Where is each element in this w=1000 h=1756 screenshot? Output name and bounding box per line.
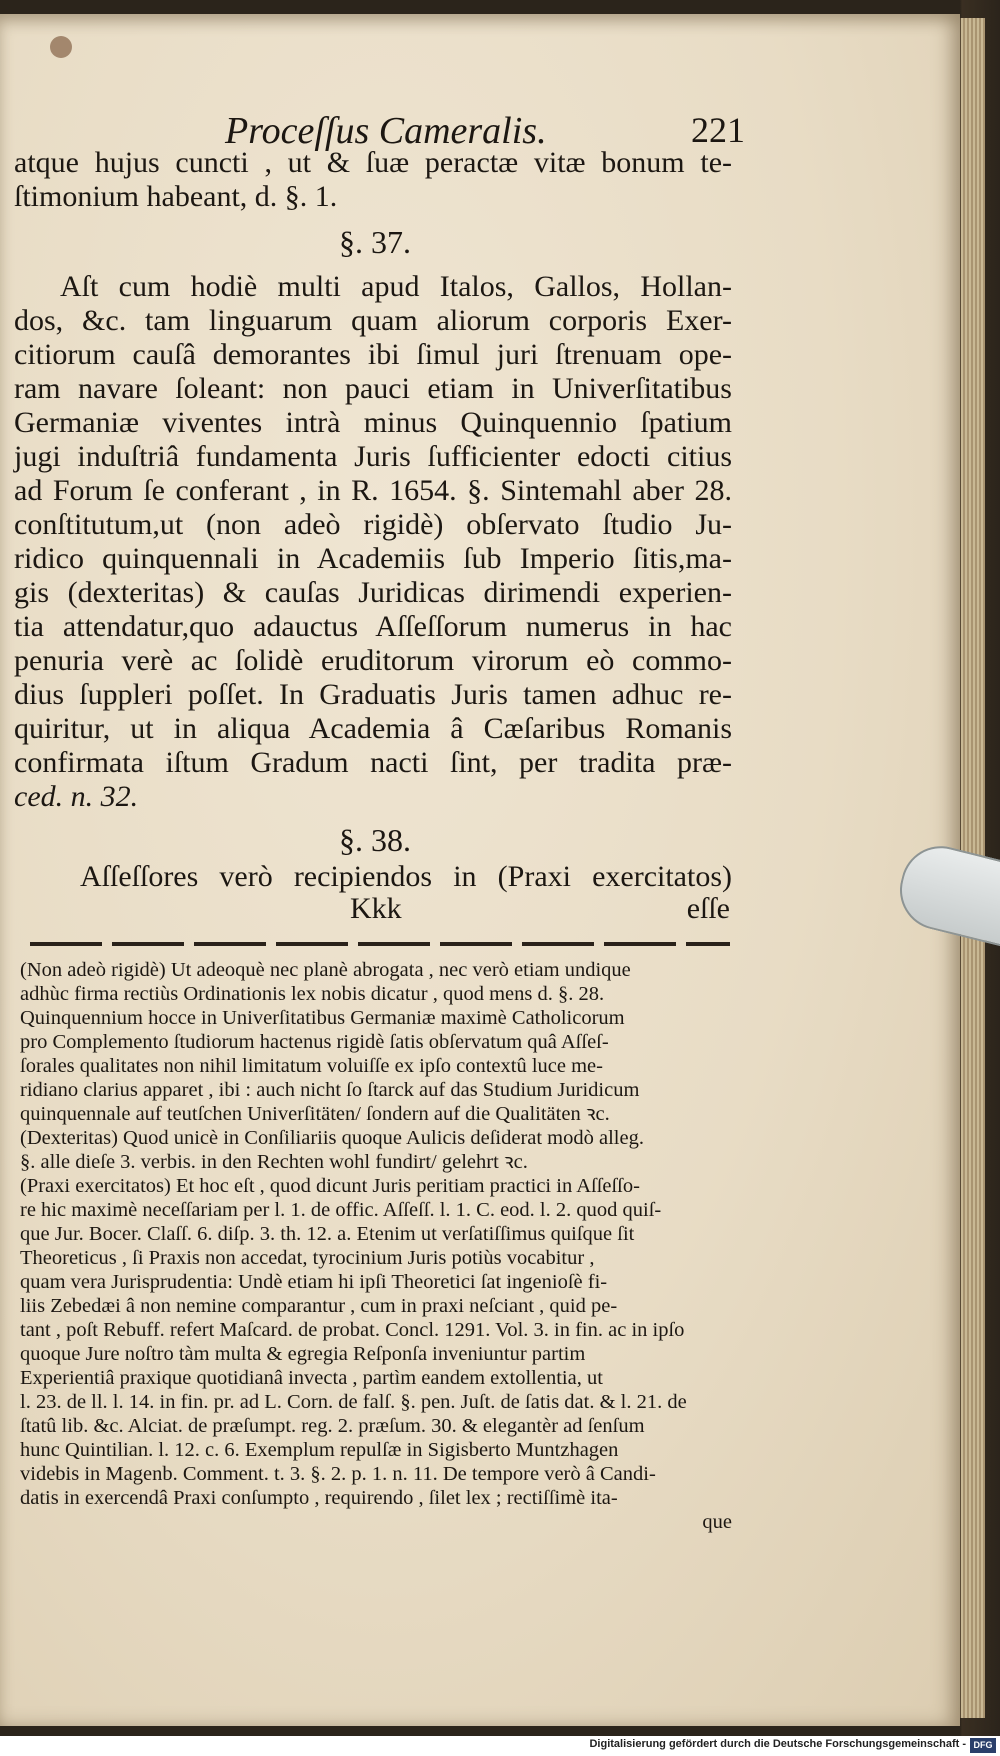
body-line: jugi induſtriâ fundamenta Juris ſufficienter edocti citius	[14, 440, 732, 473]
footnote-line: ſtatû lib. &c. Alciat. de præſumpt. reg. 2. præſum. 30. & elegantèr ad ſenſum	[20, 1415, 645, 1437]
section-heading: §. 38.	[339, 822, 411, 858]
footnote-line: quoque Jure noſtro tàm multa & egregia Reſponſa inveniuntur partim	[20, 1343, 586, 1365]
body-line: ad Forum ſe conferant , in R. 1654. §. Sintemahl aber 28.	[14, 474, 732, 507]
book-page	[0, 14, 960, 1726]
body-line: conſtitutum,ut (non adeò rigidè) obſervato ſtudio Ju-	[14, 508, 732, 541]
footnote-line: (Dexteritas) Quod unicè in Conſiliariis quoque Aulicis deſiderat modò alleg.	[20, 1127, 644, 1149]
footnote-line: datis in exercendâ Praxi conſumpto , requirendo , ſilet lex ; rectiſſimè ita-	[20, 1487, 618, 1509]
body-line: ced. n. 32.	[14, 780, 139, 813]
body-line: tia attendatur,quo adauctus Aſſeſſorum numerus in hac	[14, 610, 732, 643]
body-line: confirmata iſtum Gradum nacti ſint, per tradita præ-	[14, 746, 732, 779]
footnote-line: Experientiâ praxique quotidianâ invecta , partìm eandem extollentia, ut	[20, 1367, 603, 1389]
footnote-line: quinquennale auf teutſchen Univerſitäten/ ſondern auf die Qualitäten ꝛc.	[20, 1103, 610, 1125]
footnote-line: tant , poſt Rebuff. refert Maſcard. de probat. Concl. 1291. Vol. 3. in fin. ac in ipſo	[20, 1319, 685, 1341]
body-line: gis (dexteritas) & cauſas Juridicas dirimendi experien-	[14, 576, 732, 609]
footnote-line: liis Zebedæi â non nemine comparantur , cum in praxi neſciant , quid pe-	[20, 1295, 618, 1317]
body-line: quiritur, ut in aliqua Academia â Cæſaribus Romanis	[14, 712, 732, 745]
page-number: 221	[691, 110, 745, 150]
footnote-line: l. 23. de ll. l. 14. in fin. pr. ad L. Corn. de falſ. §. pen. Juſt. de ſatis dat. & l. 21. de	[20, 1391, 687, 1413]
footnote-line: Quinquennium hocce in Univerſitatibus Germaniæ maximè Catholicorum	[20, 1007, 625, 1029]
digitization-footer	[0, 1736, 1000, 1756]
dfg-logo: DFG	[970, 1738, 996, 1753]
body-line: ram navare ſoleant: non pauci etiam in Univerſitatibus	[14, 372, 732, 405]
footnote-rule	[30, 942, 730, 946]
footnote-line: hunc Quintilian. l. 12. c. 6. Exemplum repulſæ in Sigisberto Muntzhagen	[20, 1439, 619, 1461]
footnote-line: quam vera Jurisprudentia: Undè etiam hi ipſi Theoretici ſat ingenioſè fi-	[20, 1271, 608, 1293]
body-line: ridico quinquennali in Academiis ſub Imperio ſitis,ma-	[14, 542, 732, 575]
section-heading: §. 37.	[339, 224, 411, 260]
footnote-line: (Praxi exercitatos) Et hoc eſt , quod dicunt Juris peritiam practici in Aſſeſſo-	[20, 1175, 640, 1197]
footnote-line: pro Complemento ſtudiorum hactenus rigidè ſatis obſervatum quâ Aſſeſ-	[20, 1031, 609, 1053]
footnote-line: ridiano clarius apparet , ibi : auch nicht ſo ſtarck auf das Studium Juridicum	[20, 1079, 640, 1101]
ink-stain	[50, 36, 72, 58]
footnote-line: §. alle dieſe 3. verbis. in den Rechten wohl fundirt/ gelehrt ꝛc.	[20, 1151, 528, 1173]
signature-mark: Kkk	[350, 892, 402, 925]
body-line: atque hujus cuncti , ut & ſuæ peractæ vitæ bonum te-	[14, 146, 732, 179]
body-line: ſtimonium habeant, d. §. 1.	[14, 180, 338, 213]
footnote-line: videbis in Magenb. Comment. t. 3. §. 2. p. 1. n. 11. De tempore verò â Candi-	[20, 1463, 656, 1485]
footnote-line: adhùc firma rectiùs Ordinationis lex nobis dicatur , quod mens d. §. 28.	[20, 983, 605, 1005]
footnote-line: que	[702, 1511, 732, 1533]
footnote-line: ſorales qualitates non nihil limitatum voluiſſe ex ipſo contextû luce me-	[20, 1055, 603, 1077]
footnote-line: Theoreticus , ſi Praxis non accedat, tyrocinium Juris potiùs vocabitur ,	[20, 1247, 595, 1269]
body-line: citiorum cauſâ demorantes ibi ſimul juri ſtrenuam ope-	[14, 338, 732, 371]
footnote-line: (Non adeò rigidè) Ut adeoquè nec planè abrogata , nec verò etiam undique	[20, 959, 631, 981]
footnote-line: que Jur. Bocer. Claſſ. 6. diſp. 3. th. 12. a. Etenim ut verſatiſſimus quiſque ſit	[20, 1223, 635, 1245]
body-line: penuria verè ac ſolidè eruditorum virorum eò commo-	[14, 644, 732, 677]
body-line: dos, &c. tam linguarum quam aliorum corporis Exer-	[14, 304, 732, 337]
body-line: Germaniæ viventes intrà minus Quinquennio ſpatium	[14, 406, 732, 439]
funding-credit: Digitalisierung gefördert durch die Deutsche Forschungsgemeinschaft -	[589, 1738, 966, 1750]
body-line: Aſſeſſores verò recipiendos in (Praxi exercitatos)	[80, 860, 732, 893]
catchword: eſſe	[686, 892, 730, 925]
footnote-line: re hic maximè neceſſariam per l. 1. de offic. Aſſeſſ. l. 1. C. eod. l. 2. quod quiſ-	[20, 1199, 662, 1221]
body-line: dius ſuppleri poſſet. In Graduatis Juris tamen adhuc re-	[14, 678, 732, 711]
running-title: Proceſſus Cameralis.	[225, 110, 547, 152]
body-line: Aſt cum hodiè multi apud Italos, Gallos, Hollan-	[60, 270, 732, 303]
